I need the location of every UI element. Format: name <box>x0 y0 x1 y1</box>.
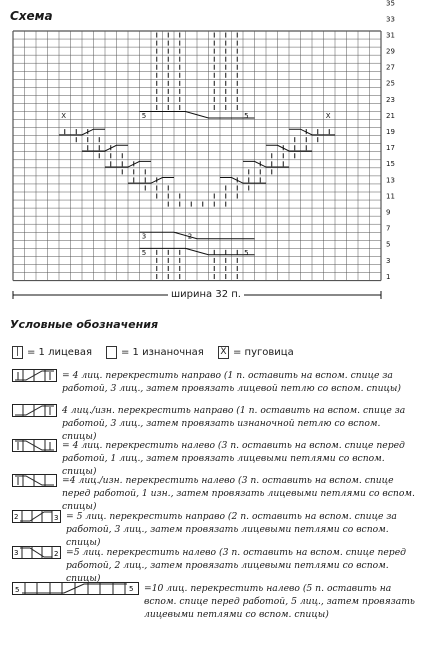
chart-num-5-right-bottom: 5 <box>244 248 249 257</box>
row-number: 21 <box>386 111 395 120</box>
button-mark-right: X <box>325 111 331 120</box>
row-number: 11 <box>386 192 395 201</box>
button-symbol-icon: X <box>218 346 229 359</box>
legend-title: Условные обозначения <box>10 318 159 331</box>
legend-button-label: = пуговица <box>233 347 294 358</box>
legend-item-4-text: =4 лиц./изн. перекрестить налево (3 п. оставить на вспом. спице перед работой, 1 изн., затем провязать лицевыми петлями со вспом. спицы) <box>62 475 415 512</box>
row-number: 5 <box>386 240 391 249</box>
row-number: 35 <box>386 0 395 8</box>
knit-symbol-icon: | <box>12 346 23 359</box>
row-number: 31 <box>386 31 395 40</box>
legend-item-3 <box>12 439 417 478</box>
row-number: 23 <box>386 95 395 104</box>
row-number: 13 <box>386 176 395 185</box>
legend-item-2 <box>12 404 417 443</box>
row-number: 7 <box>386 224 391 233</box>
button-mark-left: X <box>61 111 67 120</box>
svg-text:3: 3 <box>54 514 59 522</box>
chart-title: Схема <box>10 9 53 23</box>
cross-left-4-icon <box>12 439 58 453</box>
legend-item-7 <box>12 582 417 621</box>
legend-purl <box>106 346 204 359</box>
row-number: 3 <box>386 256 391 265</box>
legend-button <box>218 346 294 359</box>
legend-knit-label: = 1 лицевая <box>27 347 92 358</box>
row-number: 19 <box>386 128 395 137</box>
row-number: 17 <box>386 144 395 153</box>
row-number: 29 <box>386 47 395 56</box>
knitting-chart <box>0 0 421 300</box>
chart-num-2: 2 <box>187 232 193 241</box>
svg-text:3: 3 <box>14 549 19 557</box>
legend-item-1 <box>12 369 417 395</box>
row-number: 1 <box>386 272 391 281</box>
chart-num-5-left-bottom: 5 <box>141 248 147 257</box>
row-number: 27 <box>386 63 395 72</box>
legend-item-5-text: = 5 лиц. перекрестить направо (2 п. оставить на вспом. спице за работой, 3 лиц., затем провязать лицевыми петлями со вспом. спицы) <box>66 511 397 548</box>
legend-item-7-text: =10 лиц. перекрестить налево (5 п. оставить на вспом. спице перед работой, 5 лиц., затем провязать лицевыми петлями со вспом. спицы) <box>144 583 415 620</box>
legend-item-5 <box>12 510 417 549</box>
row-number: 33 <box>386 15 395 24</box>
purl-symbol-icon <box>106 346 117 359</box>
chart-num-5-right: 5 <box>244 111 249 120</box>
cross-left-5-icon <box>12 546 62 560</box>
legend-knit <box>12 346 92 359</box>
chart-num-5-left: 5 <box>141 111 147 120</box>
chart-num-3: 3 <box>141 232 147 241</box>
cross-left-4-purl-icon <box>12 474 58 488</box>
legend-item-6-text: =5 лиц. перекрестить налево (3 п. оставить на вспом. спице перед работой, 2 лиц., затем провязать лицевыми петлями со вспом. спицы) <box>66 547 406 584</box>
svg-text:5: 5 <box>129 585 134 593</box>
cross-right-5-icon <box>12 510 62 524</box>
basic-legend <box>0 346 421 362</box>
row-number: 25 <box>386 79 395 88</box>
legend-item-6 <box>12 546 417 585</box>
cross-right-4-purl-icon <box>12 404 58 418</box>
legend-item-1-text: = 4 лиц. перекрестить направо (1 п. оставить на вспом. спице за работой, 3 лиц., затем провязать лицевой петлю со вспом. спицы) <box>62 370 401 394</box>
svg-text:2: 2 <box>14 513 19 521</box>
legend-item-2-text: 4 лиц./изн. перекрестить направо (1 п. оставить на вспом. спице за работой, 3 лиц., затем провязать изнаночной петлю со вспом. спицы) <box>62 405 406 442</box>
row-number: 9 <box>386 208 391 217</box>
cross-right-4-icon <box>12 369 58 383</box>
svg-text:5: 5 <box>15 586 20 594</box>
width-label: ширина 32 п. <box>168 289 244 300</box>
svg-text:2: 2 <box>54 550 59 558</box>
cross-left-10-icon <box>12 582 140 596</box>
legend-item-3-text: = 4 лиц. перекрестить налево (3 п. оставить на вспом. спице перед работой, 1 лиц., затем провязать лицевыми петлями со вспом. спицы) <box>62 440 405 477</box>
legend-item-4 <box>12 474 417 513</box>
row-number: 15 <box>386 160 395 169</box>
legend-purl-label: = 1 изнаночная <box>121 347 204 358</box>
